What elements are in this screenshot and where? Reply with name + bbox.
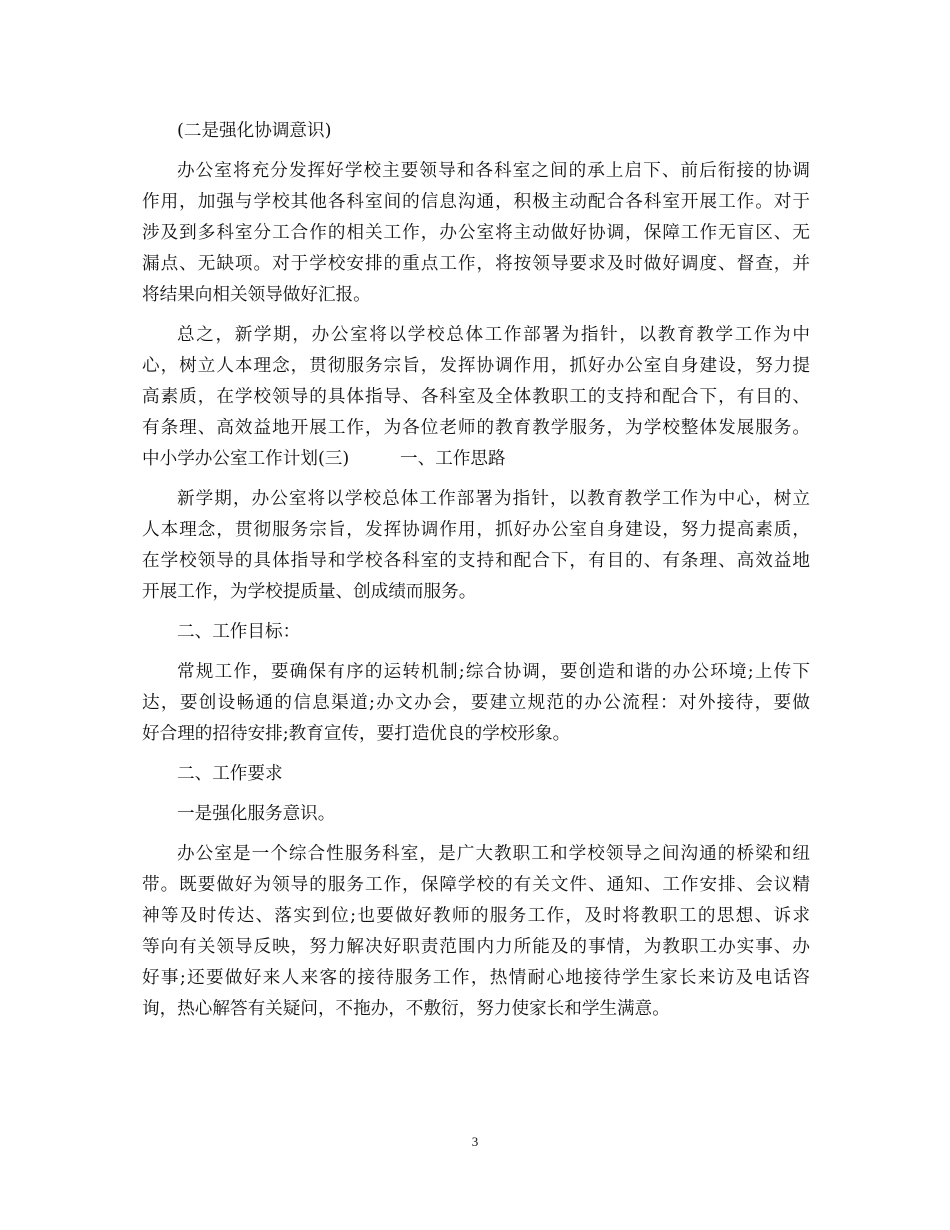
paragraph-line: 作用，加强与学校其他各科室间的信息沟通，积极主动配合各科室开展工作。对于 [142,192,810,212]
paragraph-line: 好事;还要做好来人来客的接待服务工作，热情耐心地接待学生家长来访及电话咨 [142,968,810,988]
paragraph-line: 办公室将充分发挥好学校主要领导和各科室之间的承上启下、前后衔接的协调 [177,161,810,181]
section-heading: 一、工作思路 [400,449,506,469]
document-body [142,116,810,1025]
paragraph-line: 漏点、无缺项。对于学校安排的重点工作，将按领导要求及时做好调度、督查，并 [142,254,810,274]
paragraph-line: 开展工作，为学校提质量、创成绩而服务。 [142,582,477,602]
paragraph-line: 心，树立人本理念，贯彻服务宗旨，发挥协调作用，抓好办公室自身建设，努力提 [142,356,810,376]
paragraph-line: 带。既要做好为领导的服务工作，保障学校的有关文件、通知、工作安排、会议精 [142,875,810,895]
section-heading: 一是强化服务意识。 [177,804,336,824]
paragraph-line: 神等及时传达、落实到位;也要做好教师的服务工作，及时将教职工的思想、诉求 [142,906,810,926]
paragraph-line: 高素质，在学校领导的具体指导、各科室及全体教职工的支持和配合下，有目的、 [142,387,810,407]
section-heading: (二是强化协调意识) [177,121,332,141]
paragraph-line: 办公室是一个综合性服务科室，是广大教职工和学校领导之间沟通的桥梁和纽 [177,844,810,864]
paragraph-line: 将结果向相关领导做好汇报。 [142,285,371,305]
paragraph-line: 等向有关领导反映，努力解决好职责范围内力所能及的事情，为教职工办实事、办 [142,937,810,957]
paragraph-line: 常规工作，要确保有序的运转机制;综合协调，要创造和谐的办公环境;上传下 [177,662,810,682]
paragraph-line: 达，要创设畅通的信息渠道;办文办会，要建立规范的办公流程：对外接待，要做 [142,693,810,713]
plan-title: 中小学办公室工作计划(三) [142,449,350,469]
section-heading: 二、工作目标： [177,622,301,642]
paragraph-line: 总之，新学期，办公室将以学校总体工作部署为指针，以教育教学工作为中 [177,325,810,345]
paragraph-line: 在学校领导的具体指导和学校各科室的支持和配合下，有目的、有条理、高效益地 [142,551,810,571]
section-heading: 二、工作要求 [177,764,283,784]
paragraph-line: 涉及到多科室分工合作的相关工作，办公室将主动做好协调，保障工作无盲区、无 [142,223,810,243]
paragraph-line: 人本理念，贯彻服务宗旨，发挥协调作用，抓好办公室自身建设，努力提高素质， [142,520,810,540]
paragraph-line: 好合理的招待安排;教育宣传，要打造优良的学校形象。 [142,724,571,744]
paragraph-line: 新学期，办公室将以学校总体工作部署为指针，以教育教学工作为中心，树立 [177,489,810,509]
paragraph-line: 询，热心解答有关疑问，不拖办，不敷衍，努力使家长和学生满意。 [142,999,670,1019]
paragraph-line: 有条理、高效益地开展工作，为各位老师的教育教学服务，为学校整体发展服务。 [142,418,810,438]
page-number: 3 [471,1134,479,1149]
plan-title-row [142,444,810,475]
